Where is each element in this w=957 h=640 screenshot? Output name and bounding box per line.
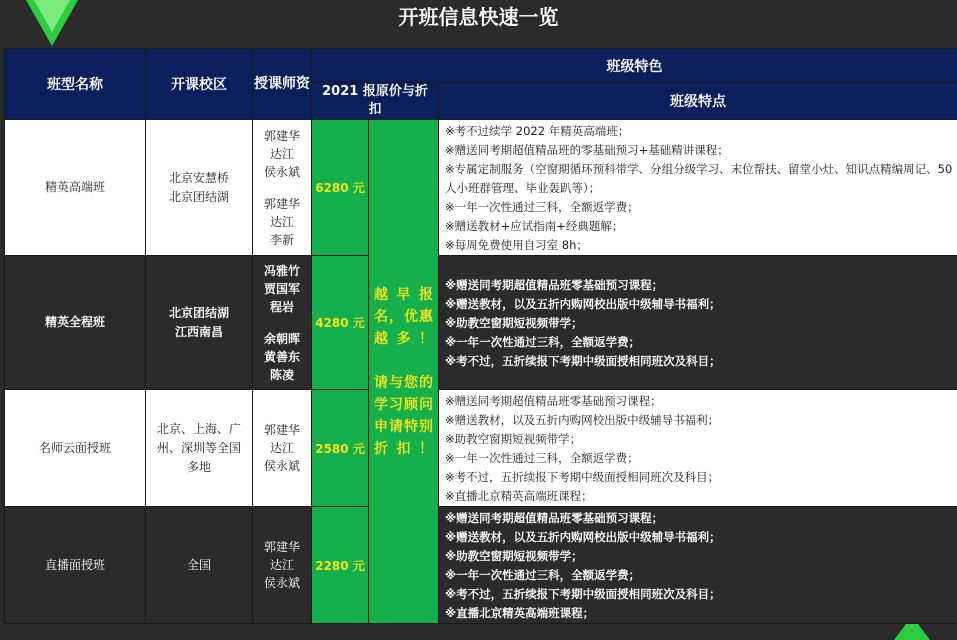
header-price: 2021 报原价与折扣 [312, 83, 439, 120]
campus-cell: 北京团结湖 江西南昌 [146, 256, 253, 390]
class-name-cell: 精英高端班 [5, 120, 146, 256]
table-row [5, 507, 957, 624]
price-cell: 6280 元 [312, 120, 369, 256]
table-row [5, 120, 957, 256]
teachers-cell: 郭建华 达江 侯永斌 [253, 390, 312, 507]
table-row [5, 390, 957, 507]
price-cell: 2280 元 [312, 507, 369, 624]
header-campus: 开课校区 [146, 49, 253, 120]
promo-cell [369, 120, 439, 624]
campus-cell: 北京、上海、广 州、深圳等全国 多地 [146, 390, 253, 507]
price-cell: 4280 元 [312, 256, 369, 390]
campus-cell: 全国 [146, 507, 253, 624]
table-row [5, 256, 957, 390]
page-title: 开班信息快速一览 [398, 5, 559, 29]
campus-cell: 北京安慧桥 北京团结湖 [146, 120, 253, 256]
class-name-cell: 名师云面授班 [5, 390, 146, 507]
price-cell: 2580 元 [312, 390, 369, 507]
header-features-group: 班级特色 [312, 49, 957, 83]
features-cell: ※赠送同考期超值精品班零基础预习课程； ※赠送教材，以及五折内购网校出版中级辅导书福利； ※助教空窗期短视频带学； ※一年一次性通过三科，全额返学费； ※考不过，五折续报下考期中级面授相同班次及科目； ※直播北京精英高端班课程； [439, 390, 957, 507]
promo-line-2: 请与您的学习顾问申请特别折扣！ [374, 374, 433, 457]
teachers-cell: 郭建华 达江 侯永斌 郭建华 达江 李新 [253, 120, 312, 256]
features-cell: ※赠送同考期超值精品班零基础预习课程； ※赠送教材，以及五折内购网校出版中级辅导书福利； ※助教空窗期短视频带学； ※一年一次性通过三科，全额返学费； ※考不过，五折续报下考期中级面授相同班次及科目； [439, 256, 957, 390]
promo-line-1: 越早报名，优惠越多！ [374, 286, 433, 347]
features-cell: ※赠送同考期超值精品班零基础预习课程； ※赠送教材，以及五折内购网校出版中级辅导书福利； ※助教空窗期短视频带学； ※一年一次性通过三科，全额返学费； ※考不过，五折续报下考期中级面授相同班次及科目； ※直播北京精英高端班课程； [439, 507, 957, 624]
teachers-cell: 冯雅竹 贾国军 程岩 余朝晖 黄善东 陈凌 [253, 256, 312, 390]
features-cell: ※考不过续学 2022 年精英高端班； ※赠送同考期超值精品班的零基础预习+基础精讲课程； ※专属定制服务（空窗期循环预科带学、分组分级学习、末位帮扶、留堂小灶、知识点精编周记、50 人小班群管理、毕业轰趴等）； ※一年一次性通过三科，全额返学费； ※赠送教材+应试指南+经典题解； ※每周免费使用自习室 8h； [439, 120, 957, 256]
header-features: 班级特点 [439, 83, 957, 120]
class-name-cell: 直播面授班 [5, 507, 146, 624]
class-name-cell: 精英全程班 [5, 256, 146, 390]
header-class-name: 班型名称 [5, 49, 146, 120]
class-info-table [4, 48, 957, 624]
teachers-cell: 郭建华 达江 侯永斌 [253, 507, 312, 624]
header-teachers: 授课师资 [253, 49, 312, 120]
